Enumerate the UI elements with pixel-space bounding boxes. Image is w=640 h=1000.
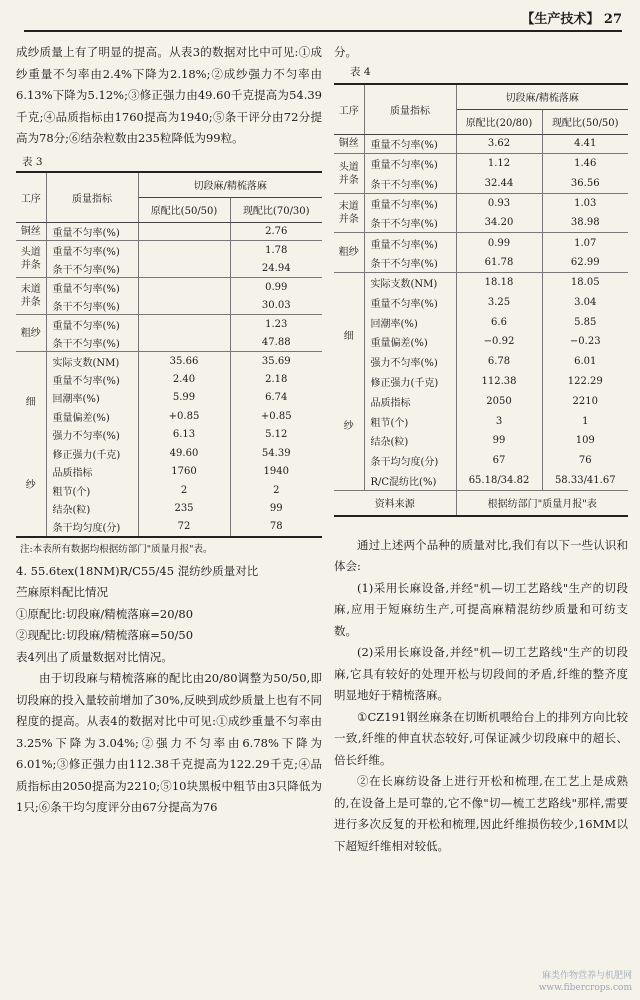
current-value-cell: 1.78 <box>230 241 322 260</box>
index-cell: 结杂(粒) <box>364 431 456 451</box>
current-value-cell: 18.05 <box>542 273 628 293</box>
process-cell <box>16 222 46 241</box>
original-value-cell <box>138 259 230 278</box>
table-row <box>16 352 322 371</box>
table-row <box>16 444 322 463</box>
index-cell: 品质指标 <box>364 391 456 411</box>
current-value-cell: 2.76 <box>230 222 322 241</box>
table4-header-index: 质量指标 <box>364 84 456 135</box>
original-value-cell: −0.92 <box>456 332 542 352</box>
watermark-line-2: www.fibercrops.com <box>538 983 632 993</box>
index-cell: 条干均匀度(分) <box>46 518 138 537</box>
original-value-cell: 3 <box>456 411 542 431</box>
original-value-cell: 6.13 <box>138 426 230 445</box>
index-cell: 实际支数(NM) <box>364 273 456 293</box>
table-row <box>16 370 322 389</box>
process-label: 粗纱 <box>338 247 359 259</box>
original-value-cell: 49.60 <box>138 444 230 463</box>
table4-caption: 表 4 <box>350 65 371 78</box>
conclusion-point-1: (1)采用长麻设备,并经"机—切工艺路线"生产的切段麻,应用于短麻纺生产,可提高麻精混纺纱质量和可纺支数。 <box>334 580 628 638</box>
comparison-paragraph: 由于切段麻与精梳落麻的配比由20/80调整为50/50,即切段麻的投入量较前增加了30%,反映到成纱质量上也有不同程度的提高。从表4的数据对比中可见:①成纱重量不匀率由3.25%下降为3.04%;②强力不匀率由6.78%下降为6.01%;③修正强力由112.38千克提高为122.29千克;④品质指标由2050提高为2210;⑤10块黑板中粗节由3只降低为1只;⑥条干均匀度评分由67分提高为76 <box>16 671 322 814</box>
process-label: 头道 <box>338 161 359 173</box>
index-cell: 品质指标 <box>46 463 138 482</box>
original-value-cell: 6.6 <box>456 312 542 332</box>
current-value-cell: 1.23 <box>230 315 322 334</box>
current-value-cell: 2 <box>273 484 280 496</box>
index-cell: 重量偏差(%) <box>364 332 456 352</box>
process-label: 并条 <box>20 260 41 271</box>
index-cell: 条干不匀率(%) <box>364 174 456 194</box>
current-value-cell: 1 <box>582 415 589 427</box>
process-label: 纱 <box>25 479 36 491</box>
table4-body <box>334 134 628 490</box>
watermark <box>539 970 632 994</box>
original-value-cell: 1.12 <box>456 154 542 174</box>
original-value-cell: 2.40 <box>138 370 230 389</box>
index-cell: R/C混纺比(%) <box>364 471 456 491</box>
section-label: 【生产技术】 <box>521 12 600 27</box>
current-value-cell: 4.41 <box>542 134 628 154</box>
current-value-cell: 1940 <box>263 466 289 478</box>
table3-header-group: 切段麻/精梳落麻 <box>138 172 322 198</box>
index-cell: 条干不匀率(%) <box>46 259 138 278</box>
process-cell <box>16 315 46 352</box>
table-row <box>334 213 628 233</box>
current-value-cell: 36.56 <box>570 177 600 189</box>
table-row <box>334 154 628 174</box>
original-value-cell: 235 <box>138 500 230 519</box>
section-heading: 4. 55.6tex(18NM)R/C55/45 混纺纱质量对比 <box>16 563 259 578</box>
index-cell: 重量不匀率(%) <box>364 193 456 213</box>
process-label: 粗纱 <box>20 327 41 339</box>
conclusion-intro: 通过上述两个品种的质量对比,我们有以下一些认识和体会: <box>334 537 628 574</box>
original-value-cell: 6.78 <box>456 352 542 372</box>
original-value-cell: 2050 <box>456 391 542 411</box>
current-value-cell: 54.39 <box>261 447 291 459</box>
table-row <box>16 333 322 352</box>
table-row <box>16 463 322 482</box>
index-cell: 重量不匀率(%) <box>46 278 138 297</box>
process-cell <box>334 233 364 273</box>
current-value-cell: 122.29 <box>567 375 603 387</box>
original-value-cell: 0.93 <box>456 193 542 213</box>
table4-source-label: 资料来源 <box>334 490 456 516</box>
process-label: 末道 <box>20 284 41 295</box>
table-row <box>334 193 628 213</box>
process-cell <box>334 193 364 233</box>
original-value-cell: 18.18 <box>456 273 542 293</box>
table-row <box>334 451 628 471</box>
intro-paragraph: 成纱质量上有了明显的提高。从表3的数据对比中可见:①成纱重量不匀率由2.4%下降为2.18%;②成纱强力不匀率由6.13%下降为5.12%;③修正强力由49.60千克提高为54.39千克;④品质指标由1760提高为1940;⑤条干评分由72分提高为78分;⑥结杂粒数由235粒降低为99粒。 <box>16 45 322 145</box>
conclusion-sub-1: ①CZ191钢丝麻条在切断机喂给台上的排列方向比较一致,纤维的伸直状态较好,可保证减少切段麻中的超长、倍长纤维。 <box>334 709 628 767</box>
index-cell: 重量不匀率(%) <box>364 233 456 253</box>
index-cell: 条干不匀率(%) <box>364 253 456 273</box>
index-cell: 重量不匀率(%) <box>46 370 138 389</box>
original-value-cell: 32.44 <box>456 174 542 194</box>
process-label: 头道 <box>20 247 41 258</box>
index-cell: 重量不匀率(%) <box>364 154 456 174</box>
table-row <box>16 518 322 537</box>
process-cell <box>16 278 46 315</box>
table-row <box>16 278 322 297</box>
table4 <box>334 83 628 517</box>
index-cell: 实际支数(NM) <box>46 352 138 371</box>
process-label: 铜丝 <box>338 138 359 150</box>
current-value-cell: 6.74 <box>265 392 288 404</box>
right-column <box>334 42 628 857</box>
original-value-cell <box>138 278 230 297</box>
table4-reference: 表4列出了质量数据对比情况。 <box>16 649 173 664</box>
table3-body <box>16 222 322 537</box>
index-cell: 重量不匀率(%) <box>46 222 138 241</box>
page-number: 27 <box>603 12 622 27</box>
process-label: 纱 <box>343 420 354 432</box>
table-row <box>16 259 322 278</box>
index-cell: 重量不匀率(%) <box>46 315 138 334</box>
process-cell <box>16 241 46 278</box>
current-value-cell: 2.18 <box>265 373 288 385</box>
table3-note: 注:本表所有数据均根据纺部门"质量月报"表。 <box>20 543 213 555</box>
index-cell: 回潮率(%) <box>46 389 138 408</box>
original-value-cell: +0.85 <box>138 407 230 426</box>
table-row <box>334 332 628 352</box>
current-value-cell: 30.03 <box>261 299 291 311</box>
table3-header-now: 现配比(70/30) <box>230 197 322 222</box>
table-row <box>16 407 322 426</box>
current-value-cell: 38.98 <box>570 217 600 229</box>
current-value-cell: 0.99 <box>230 278 322 297</box>
original-value-cell: 2 <box>138 481 230 500</box>
current-value-cell: 2210 <box>572 395 598 407</box>
original-value-cell: 99 <box>456 431 542 451</box>
index-cell: 结杂(粒) <box>46 500 138 519</box>
original-value-cell: 35.66 <box>138 352 230 371</box>
process-label: 并条 <box>20 297 41 308</box>
continuation-text: 分。 <box>334 45 357 59</box>
original-value-cell: 61.78 <box>456 253 542 273</box>
index-cell: 修正强力(千克) <box>364 372 456 392</box>
table3-header-index: 质量指标 <box>46 172 138 223</box>
table-row <box>16 296 322 315</box>
index-cell: 强力不匀率(%) <box>46 426 138 445</box>
table-row <box>16 500 322 519</box>
original-value-cell <box>138 296 230 315</box>
table4-header-orig: 原配比(20/80) <box>456 109 542 134</box>
original-value-cell: 67 <box>456 451 542 471</box>
section-heading-2: 苎麻原料配比情况 <box>16 585 108 599</box>
current-value-cell: 58.33/41.67 <box>554 474 616 486</box>
index-cell: 条干不匀率(%) <box>46 296 138 315</box>
table-row <box>16 426 322 445</box>
table-row <box>334 273 628 293</box>
process-label: 并条 <box>338 214 359 226</box>
original-value-cell: 0.99 <box>456 233 542 253</box>
current-value-cell: 1.07 <box>542 233 628 253</box>
table3-header-orig: 原配比(50/50) <box>138 197 230 222</box>
table-row <box>334 431 628 451</box>
table-row <box>334 411 628 431</box>
original-value-cell: 65.18/34.82 <box>456 471 542 491</box>
page-header <box>24 8 622 32</box>
index-cell: 回潮率(%) <box>364 312 456 332</box>
process-label: 末道 <box>338 201 359 213</box>
current-value-cell: 99 <box>269 503 283 515</box>
table3-caption: 表 3 <box>22 155 43 168</box>
process-label: 细 <box>343 330 354 342</box>
table-row <box>16 389 322 408</box>
index-cell: 重量不匀率(%) <box>364 134 456 154</box>
table-row <box>334 233 628 253</box>
ratio-current: ②现配比:切段麻/精梳落麻=50/50 <box>16 628 194 642</box>
current-value-cell: 5.12 <box>265 429 288 441</box>
conclusion-sub-2: ②在长麻纺设备上进行开松和梳理,在工艺上是成熟的,在设备上是可靠的,它不像"切—梳工艺路线"那样,需要进行多次反复的开松和梳理,因此纤维损伤较少,16MM以下超短纤维相对较低。 <box>334 774 628 853</box>
current-value-cell: −0.23 <box>569 336 601 348</box>
process-cell <box>334 273 364 491</box>
current-value-cell: 109 <box>575 435 595 447</box>
watermark-line-1: 麻类作物营养与机肥网 <box>541 971 632 981</box>
current-value-cell: 76 <box>578 455 592 467</box>
original-value-cell <box>138 315 230 334</box>
table-row <box>334 253 628 273</box>
original-value-cell: 34.20 <box>456 213 542 233</box>
index-cell: 重量不匀率(%) <box>364 292 456 312</box>
current-value-cell: 62.99 <box>570 256 600 268</box>
original-value-cell: 5.99 <box>138 389 230 408</box>
index-cell: 粗节(个) <box>364 411 456 431</box>
original-value-cell: 3.25 <box>456 292 542 312</box>
index-cell: 重量不匀率(%) <box>46 241 138 260</box>
index-cell: 条干不匀率(%) <box>364 213 456 233</box>
current-value-cell: 78 <box>269 521 283 533</box>
index-cell: 强力不匀率(%) <box>364 352 456 372</box>
process-label: 细 <box>25 396 36 408</box>
index-cell: 重量偏差(%) <box>46 407 138 426</box>
process-label: 铜丝 <box>20 225 41 237</box>
table-row <box>334 471 628 491</box>
table4-header-group: 切段麻/精梳落麻 <box>456 84 628 110</box>
index-cell: 修正强力(千克) <box>46 444 138 463</box>
index-cell: 条干不匀率(%) <box>46 333 138 352</box>
process-cell <box>334 134 364 154</box>
process-cell <box>16 352 46 537</box>
current-value-cell: 3.04 <box>574 296 597 308</box>
left-column <box>16 42 322 819</box>
table-row <box>334 391 628 411</box>
current-value-cell: 24.94 <box>261 262 291 274</box>
current-value-cell: 1.03 <box>542 193 628 213</box>
conclusion-point-2: (2)采用长麻设备,并经"机—切工艺路线"生产的切段麻,它具有较好的处理开松与切段间的矛盾,纤维的整齐度明显地好于精梳落麻。 <box>334 645 628 703</box>
table-row <box>334 174 628 194</box>
current-value-cell: +0.85 <box>260 410 292 422</box>
original-value-cell: 1760 <box>138 463 230 482</box>
index-cell: 粗节(个) <box>46 481 138 500</box>
table4-source: 根据纺部门"质量月报"表 <box>456 490 628 516</box>
table3 <box>16 171 322 538</box>
original-value-cell <box>138 333 230 352</box>
table-row <box>16 315 322 334</box>
table-row <box>16 481 322 500</box>
table-row <box>334 134 628 154</box>
table-row <box>16 241 322 260</box>
current-value-cell: 6.01 <box>574 356 597 368</box>
process-label: 并条 <box>338 174 359 186</box>
original-value-cell: 112.38 <box>456 372 542 392</box>
original-value-cell <box>138 222 230 241</box>
original-value-cell: 72 <box>138 518 230 537</box>
table-row <box>334 372 628 392</box>
table-row <box>334 352 628 372</box>
table4-header-process: 工序 <box>334 84 364 135</box>
current-value-cell: 47.88 <box>261 336 291 348</box>
current-value-cell: 5.85 <box>574 316 597 328</box>
table-row <box>16 222 322 241</box>
current-value-cell: 1.46 <box>542 154 628 174</box>
index-cell: 条干均匀度(分) <box>364 451 456 471</box>
process-cell <box>334 154 364 194</box>
original-value-cell: 3.62 <box>456 134 542 154</box>
original-value-cell <box>138 241 230 260</box>
current-value-cell: 35.69 <box>230 352 322 371</box>
table-row <box>334 312 628 332</box>
table-row <box>334 292 628 312</box>
ratio-original: ①原配比:切段麻/精梳落麻=20/80 <box>16 606 194 621</box>
table3-header-process: 工序 <box>16 172 46 223</box>
table4-header-now: 现配比(50/50) <box>542 109 628 134</box>
